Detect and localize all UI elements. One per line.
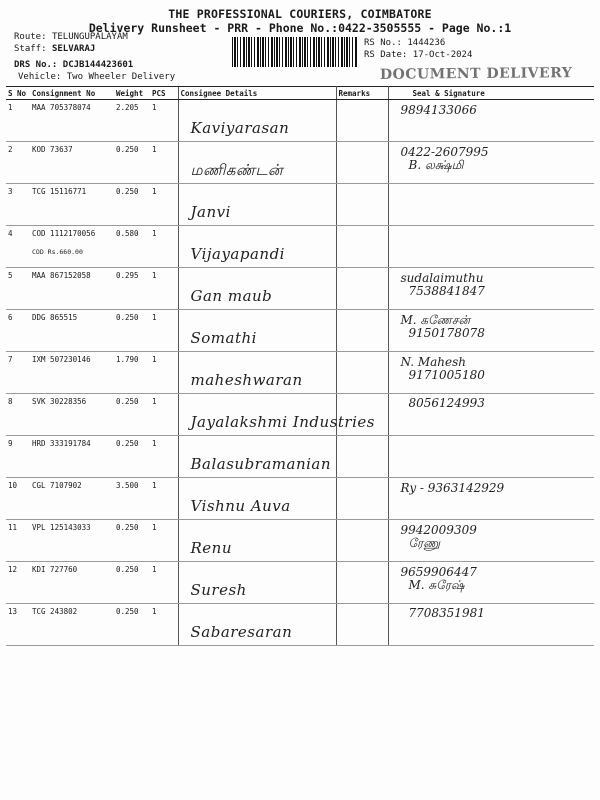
consignment-number: MAA 705378074 [32,103,91,112]
row-signature [388,226,594,268]
row-sno: 4 [6,226,30,268]
consignee-name: Sabaresaran [190,623,293,641]
row-consignment-no [30,394,114,436]
row-remarks [336,352,388,394]
signature-line-1: 9894133066 [400,103,477,117]
col-pcs: PCS [150,87,178,100]
signature-line-1: M. கணேசன் [400,313,471,327]
row-remarks [336,604,388,646]
consignee-name: Kaviyarasan [190,119,290,137]
row-weight: 0.580 [114,226,150,268]
consignment-number: HRD 333191784 [32,439,91,448]
table-row [6,562,594,604]
col-sno: S No [6,87,30,100]
row-pcs: 1 [150,520,178,562]
row-signature [388,142,594,184]
col-seal-signature: Seal & Signature [388,87,594,100]
row-weight: 0.250 [114,436,150,478]
row-sno: 13 [6,604,30,646]
row-consignment-no [30,100,114,142]
row-consignment-no [30,562,114,604]
col-remarks: Remarks [336,87,388,100]
row-signature [388,394,594,436]
row-pcs: 1 [150,184,178,226]
row-pcs: 1 [150,226,178,268]
signature-line-2: 9171005180 [408,368,485,382]
table-row [6,436,594,478]
row-consignment-no [30,520,114,562]
row-signature [388,520,594,562]
consignee-name: Jayalakshmi Industries [190,413,375,431]
row-pcs: 1 [150,142,178,184]
row-weight: 0.250 [114,184,150,226]
row-signature [388,184,594,226]
consignee-name: Somathi [190,329,257,347]
table-header-row [6,87,594,100]
row-sno: 10 [6,478,30,520]
row-consignee [178,268,336,310]
consignment-number: TCG 243802 [32,607,78,616]
row-sno: 5 [6,268,30,310]
row-consignee [178,142,336,184]
cod-amount: COD Rs.660.00 [32,248,83,256]
row-consignee [178,520,336,562]
row-consignee [178,352,336,394]
row-consignee [178,310,336,352]
row-remarks [336,436,388,478]
table-row [6,268,594,310]
table-row [6,352,594,394]
consignment-number: IXM 507230146 [32,355,91,364]
signature-line-1: 9942009309 [400,523,477,537]
row-consignee [178,184,336,226]
row-weight: 3.500 [114,478,150,520]
row-consignee [178,562,336,604]
consignee-name: Gan maub [190,287,273,305]
rs-no-line [364,38,445,48]
row-signature [388,268,594,310]
consignee-name: Vijayapandi [190,245,285,263]
row-consignee [178,436,336,478]
table-row [6,142,594,184]
row-signature [388,100,594,142]
drs-value: DCJB144423601 [62,60,134,70]
consignee-name: Janvi [190,203,231,221]
table-row [6,478,594,520]
row-pcs: 1 [150,310,178,352]
row-remarks [336,310,388,352]
staff-value: SELVARAJ [51,44,96,54]
row-consignee [178,100,336,142]
row-remarks [336,226,388,268]
table-row [6,604,594,646]
signature-line-2: M. சுரேஷ் [408,578,465,592]
row-remarks [336,268,388,310]
signature-line-1: 9659906447 [400,565,477,579]
rs-date-line [364,50,472,60]
row-weight: 1.790 [114,352,150,394]
signature-line-1: Ry - 9363142929 [400,481,505,495]
row-consignment-no [30,184,114,226]
vehicle-line: Vehicle: Two Wheeler Delivery [18,72,176,82]
company-title: THE PROFESSIONAL COURIERS, COIMBATORE [168,7,432,21]
row-consignment-no [30,604,114,646]
runsheet-subtitle: Delivery Runsheet - PRR - Phone No.:0422-3505555 - Page No.:1 [88,21,512,35]
row-remarks [336,142,388,184]
col-consignment: Consignment No [30,87,114,100]
consignment-number: KOD 73637 [32,145,73,154]
col-consignee: Consignee Details [178,87,336,100]
signature-line-2: ரேணு [408,536,441,550]
signature-line-1: sudalaimuthu [400,271,484,285]
row-sno: 11 [6,520,30,562]
row-remarks [336,562,388,604]
consignment-number: TCG 15116771 [32,187,87,196]
col-weight: Weight [114,87,150,100]
signature-line-2: B. லக்ஷ்மி [408,158,464,172]
consignment-number: KDI 727760 [32,565,78,574]
route-line [14,32,128,42]
row-remarks [336,478,388,520]
rs-no-value: 1444236 [407,38,446,48]
consignment-number: DDG 865515 [32,313,78,322]
signature-line-1: N. Mahesh [400,355,467,369]
route-value: TELUNGUPALAYAM [51,32,128,42]
staff-label: Staff: [14,44,47,54]
table-row [6,226,594,268]
consignee-name: Balasubramanian [190,455,332,473]
row-sno: 9 [6,436,30,478]
row-pcs: 1 [150,394,178,436]
row-weight: 0.250 [114,562,150,604]
row-pcs: 1 [150,604,178,646]
consignment-number: COD 1112170056 [32,229,96,238]
row-consignment-no [30,268,114,310]
row-pcs: 1 [150,478,178,520]
rs-no-label: RS No.: [364,38,402,48]
barcode [232,37,358,67]
consignee-name: Renu [190,539,232,557]
row-consignee [178,226,336,268]
signature-line-2: 9150178078 [408,326,485,340]
row-weight: 2.205 [114,100,150,142]
row-signature [388,562,594,604]
row-remarks [336,520,388,562]
row-sno: 8 [6,394,30,436]
consignment-number: MAA 867152058 [32,271,91,280]
signature-line-2: 8056124993 [408,396,485,410]
document-delivery-stamp: DOCUMENT DELIVERY [379,65,573,83]
row-weight: 0.250 [114,394,150,436]
table-body [6,100,594,646]
row-signature [388,604,594,646]
table-row [6,100,594,142]
signature-line-1: 0422-2607995 [400,145,489,159]
row-signature [388,310,594,352]
signature-line-2: 7708351981 [408,606,485,620]
table-row [6,520,594,562]
consignee-name: மணிகண்டன் [190,161,284,179]
row-sno: 6 [6,310,30,352]
row-consignee [178,604,336,646]
route-label: Route: [14,32,47,42]
row-sno: 12 [6,562,30,604]
row-consignment-no [30,310,114,352]
row-consignee [178,478,336,520]
rs-date-label: RS Date: [364,50,408,60]
row-sno: 3 [6,184,30,226]
row-consignee [178,394,375,436]
staff-line [14,44,95,54]
consignee-name: maheshwaran [190,371,303,389]
consignee-name: Vishnu Auva [190,497,291,515]
row-pcs: 1 [150,436,178,478]
table-row [6,184,594,226]
row-consignment-no [30,142,114,184]
row-sno: 2 [6,142,30,184]
consignment-number: CGL 7107902 [32,481,82,490]
runsheet-table [6,86,594,646]
row-sno: 7 [6,352,30,394]
table-row [6,394,594,436]
consignment-number: VPL 125143033 [32,523,91,532]
row-remarks [336,184,388,226]
row-pcs: 1 [150,100,178,142]
row-signature [388,436,594,478]
row-weight: 0.250 [114,310,150,352]
row-pcs: 1 [150,268,178,310]
row-remarks [336,100,388,142]
signature-line-2: 7538841847 [408,284,485,298]
row-weight: 0.250 [114,520,150,562]
row-consignment-no [30,226,114,268]
row-consignment-no [30,352,114,394]
drs-label: DRS No.: [14,60,58,70]
row-sno: 1 [6,100,30,142]
table-row [6,310,594,352]
consignee-name: Suresh [190,581,247,599]
row-consignment-no [30,478,114,520]
rs-date-value: 17-Oct-2024 [412,50,473,60]
row-weight: 0.250 [114,142,150,184]
row-signature [388,478,594,520]
row-weight: 0.250 [114,604,150,646]
row-pcs: 1 [150,352,178,394]
consignment-number: SVK 30228356 [32,397,87,406]
row-signature [388,352,594,394]
row-pcs: 1 [150,562,178,604]
drs-line [14,60,133,70]
row-consignment-no [30,436,114,478]
row-weight: 0.295 [114,268,150,310]
